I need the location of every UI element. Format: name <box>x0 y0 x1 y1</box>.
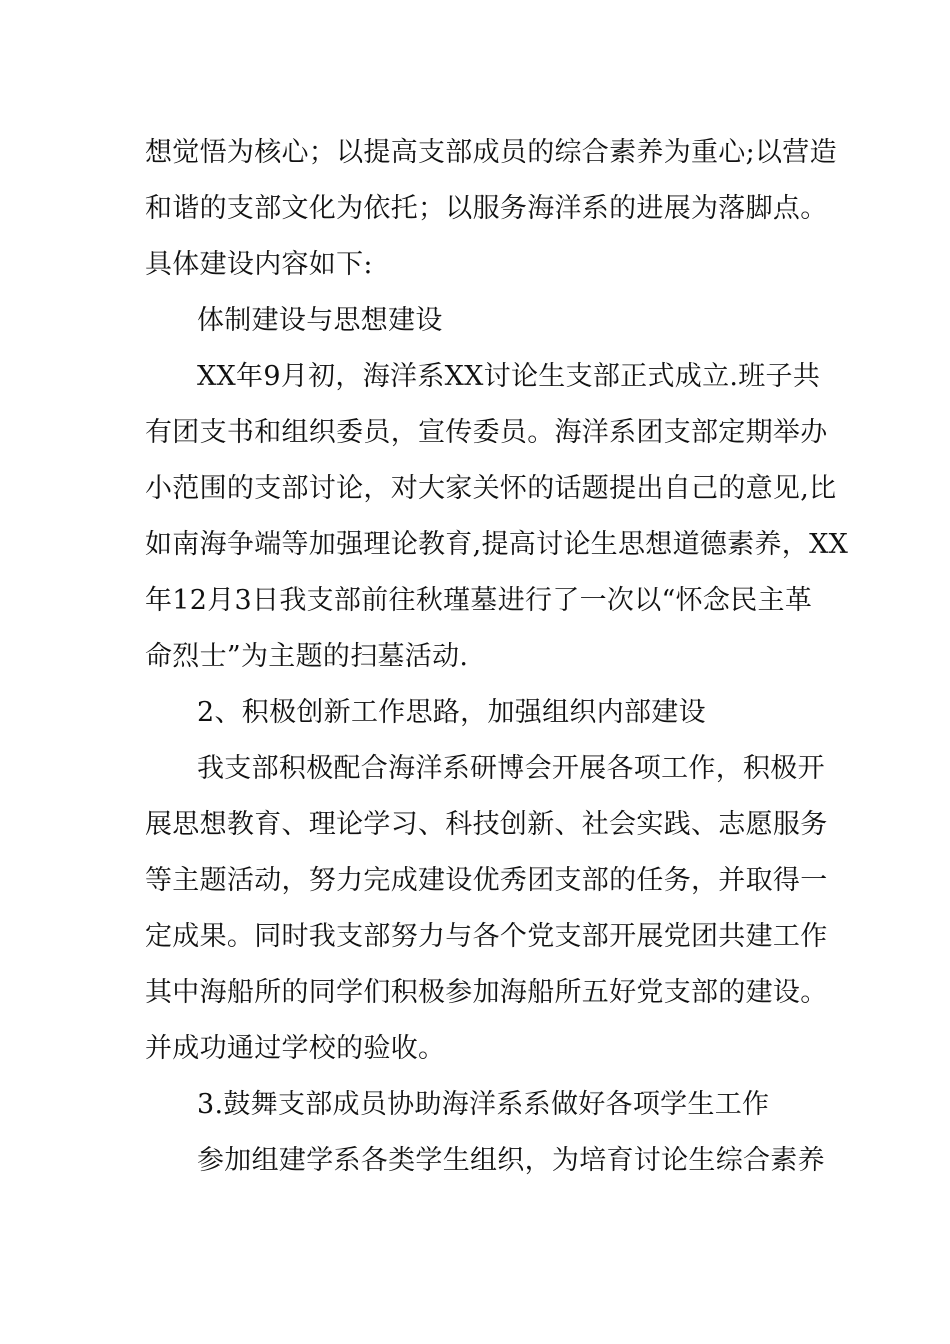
body-text-line: 定成果。同时我支部努力与各个党支部开展党团共建工作 <box>145 921 828 952</box>
paragraph-first-line: 我支部积极配合海洋系研博会开展各项工作，积极开 <box>197 753 825 784</box>
body-text-line: 展思想教育、理论学习、科技创新、社会实践、志愿服务 <box>145 809 828 840</box>
body-text-line: 并成功通过学校的验收。 <box>145 1033 446 1064</box>
paragraph-first-line: 参加组建学系各类学生组织，为培育讨论生综合素养 <box>197 1145 825 1176</box>
section-heading: 3.鼓舞支部成员协助海洋系系做好各项学生工作 <box>197 1089 770 1120</box>
body-text-line: 具体建设内容如下: <box>145 249 373 280</box>
paragraph-first-line: XX年9月初，海洋系XX讨论生支部正式成立.班子共 <box>197 361 821 392</box>
body-text-line: 有团支书和组织委员，宣传委员。海洋系团支部定期举办 <box>145 417 828 448</box>
section-heading: 2、积极创新工作思路，加强组织内部建设 <box>197 697 706 728</box>
body-text-line: 小范围的支部讨论，对大家关怀的话题提出自己的意见,比 <box>145 473 837 504</box>
body-text-line: 等主题活动，努力完成建设优秀团支部的任务，并取得一 <box>145 865 828 896</box>
body-text-line: 想觉悟为核心；以提高支部成员的综合素养为重心;以营造 <box>145 137 837 168</box>
body-text-line: 年12月3日我支部前往秋瑾墓进行了一次以“怀念民主革 <box>145 585 813 616</box>
body-text-line: 和谐的支部文化为依托；以服务海洋系的进展为落脚点。 <box>145 193 828 224</box>
body-text-line: 如南海争端等加强理论教育,提高讨论生思想道德素养，XX <box>145 529 849 560</box>
body-text-line: 其中海船所的同学们积极参加海船所五好党支部的建设。 <box>145 977 828 1008</box>
body-text-line: 命烈士”为主题的扫墓活动. <box>145 641 469 672</box>
section-heading: 体制建设与思想建设 <box>197 305 443 336</box>
